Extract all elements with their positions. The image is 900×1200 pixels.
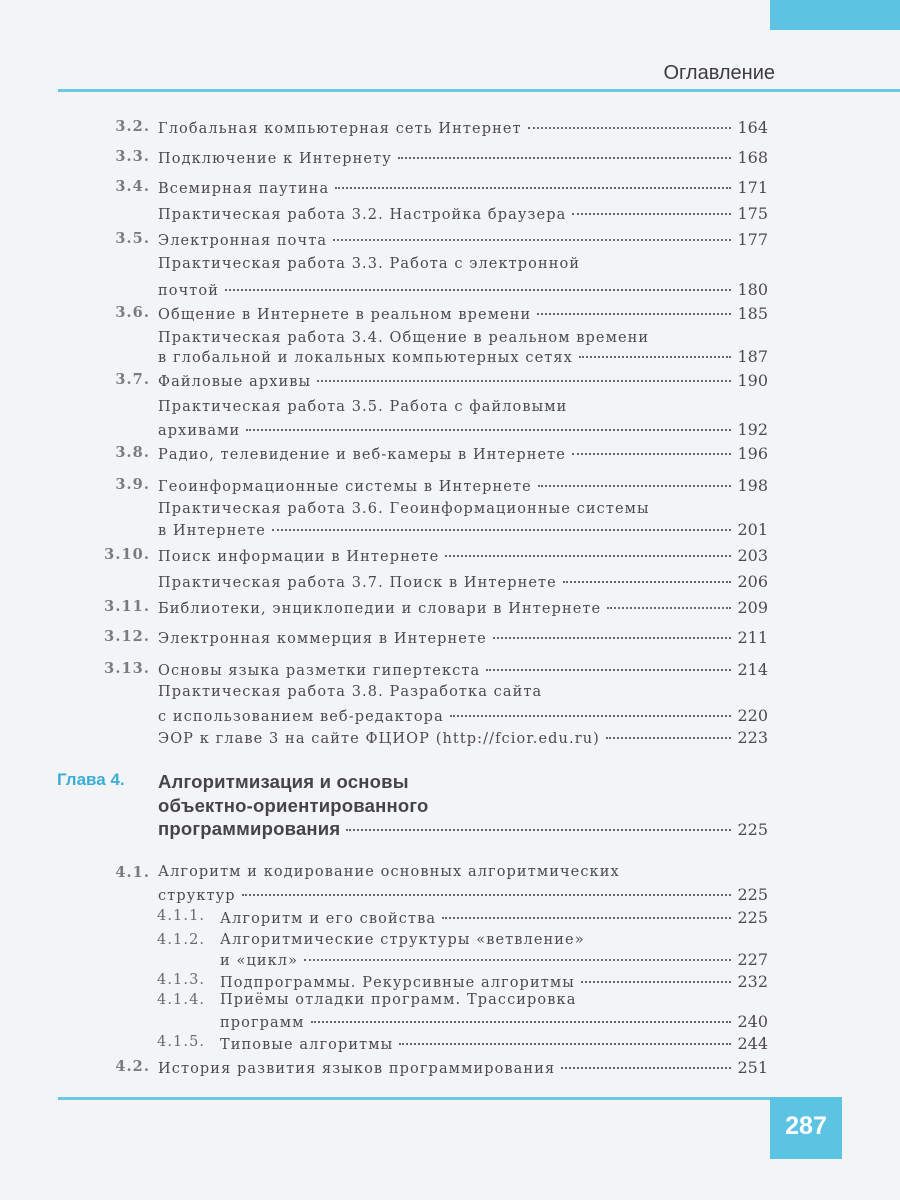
entry-page-number: 164 [737, 118, 768, 137]
toc-entry-line [158, 728, 768, 748]
dot-leader [272, 529, 732, 531]
entry-title: Практическая работа 3.6. Геоинформационные системы [158, 501, 650, 517]
toc-entry-line [220, 1034, 768, 1054]
entry-page-number: 187 [737, 347, 768, 366]
entry-title: Глобальная компьютерная сеть Интернет [158, 121, 522, 137]
toc-entry-line [158, 256, 768, 276]
entry-page-number: 251 [737, 1058, 768, 1077]
toc-entry-line [158, 771, 768, 791]
toc-entry-line [158, 420, 768, 440]
dot-leader [486, 669, 731, 671]
subentry-number: 4.1.2. [157, 932, 206, 948]
entry-title: Всемирная паутина [158, 181, 330, 197]
toc-entry-line [158, 885, 768, 905]
entry-page-number: 225 [737, 885, 768, 904]
toc-entry-line [158, 684, 768, 704]
toc-entry-line [220, 908, 768, 928]
toc-entry-line [158, 178, 768, 198]
toc-entry-line [158, 1058, 768, 1078]
entry-title: Электронная почта [158, 233, 328, 249]
toc-entry-line [158, 476, 768, 496]
entry-title: объектно-ориентированного [158, 795, 429, 816]
dot-leader [538, 485, 732, 487]
entry-title: Алгоритмические структуры «ветвление» [220, 932, 585, 948]
entry-number: 3.9. [115, 476, 150, 493]
entry-page-number: 225 [737, 820, 768, 839]
entry-title: Приёмы отладки программ. Трассировка [220, 992, 577, 1008]
toc-entry-line [220, 1012, 768, 1032]
entry-page-number: 209 [737, 598, 768, 617]
entry-number: 3.6. [115, 304, 150, 321]
dot-leader [346, 829, 731, 831]
dot-leader [442, 917, 731, 919]
toc-entry-line [158, 572, 768, 592]
subentry-number: 4.1.1. [157, 908, 206, 924]
entry-page-number: 171 [737, 178, 768, 197]
chapter-label: Глава 4. [57, 770, 125, 789]
entry-page-number: 192 [737, 420, 768, 439]
entry-number: 3.4. [115, 178, 150, 195]
entry-title: Радио, телевидение и веб-камеры в Интернете [158, 447, 566, 463]
entry-number: 3.10. [104, 546, 150, 563]
entry-page-number: 232 [737, 972, 768, 991]
dot-leader [304, 959, 731, 961]
toc-entry-line [158, 546, 768, 566]
entry-title: программ [220, 1015, 305, 1031]
page-number: 287 [770, 1097, 842, 1159]
entry-title: архивами [158, 423, 241, 439]
toc-entry-line [158, 371, 768, 391]
dot-leader [317, 380, 731, 382]
entry-title: Практическая работа 3.8. Разработка сайта [158, 684, 543, 700]
dot-leader [579, 356, 731, 358]
entry-number: 3.3. [115, 148, 150, 165]
entry-title: в Интернете [158, 523, 266, 539]
entry-title: Практическая работа 3.5. Работа с файловыми [158, 399, 568, 415]
entry-title: Алгоритм и кодирование основных алгоритмических [158, 864, 620, 880]
entry-title: Файловые архивы [158, 374, 312, 390]
toc-entry-line [158, 818, 768, 838]
entry-title: программирования [158, 818, 341, 839]
toc-entry-line [158, 501, 768, 521]
entry-number: 3.13. [104, 660, 150, 677]
entry-number: 3.5. [115, 230, 150, 247]
entry-title: ЭОР к главе 3 на сайте ФЦИОР (http://fcior.edu.ru) [158, 731, 600, 747]
entry-page-number: 203 [737, 546, 768, 565]
dot-leader [246, 429, 731, 431]
entry-number: 3.2. [115, 118, 150, 135]
entry-title: Практическая работа 3.3. Работа с электронной [158, 256, 581, 272]
subentry-number: 4.1.3. [157, 972, 206, 988]
entry-page-number: 214 [737, 660, 768, 679]
entry-page-number: 198 [737, 476, 768, 495]
dot-leader [445, 555, 731, 557]
toc-entry-line [158, 520, 768, 540]
toc-entry-line [158, 304, 768, 324]
dot-leader [333, 239, 731, 241]
entry-title: Алгоритм и его свойства [220, 911, 437, 927]
entry-title: Практическая работа 3.2. Настройка браузера [158, 207, 567, 223]
toc-entry-line [220, 972, 768, 992]
entry-page-number: 180 [737, 280, 768, 299]
entry-title: Алгоритмизация и основы [158, 771, 409, 792]
entry-page-number: 185 [737, 304, 768, 323]
entry-title: Электронная коммерция в Интернете [158, 631, 487, 647]
dot-leader [450, 715, 732, 717]
toc-entry-line [158, 118, 768, 138]
entry-title: Практическая работа 3.4. Общение в реальном времени [158, 330, 650, 346]
entry-title: Типовые алгоритмы [220, 1037, 394, 1053]
dot-leader [606, 737, 732, 739]
toc-entry-line [220, 992, 768, 1012]
toc-entry-line [158, 795, 768, 815]
footer-divider [58, 1097, 770, 1100]
entry-page-number: 244 [737, 1034, 768, 1053]
toc-entry-line [158, 148, 768, 168]
entry-page-number: 225 [737, 908, 768, 927]
dot-leader [563, 581, 732, 583]
toc-entry-line [158, 864, 768, 884]
entry-page-number: 168 [737, 148, 768, 167]
entry-number: 3.7. [115, 371, 150, 388]
entry-title: Основы языка разметки гипертекста [158, 663, 481, 679]
corner-tab [770, 0, 900, 30]
toc-entry-line [158, 598, 768, 618]
dot-leader [493, 637, 732, 639]
entry-title: Подпрограммы. Рекурсивные алгоритмы [220, 975, 575, 991]
entry-page-number: 227 [737, 950, 768, 969]
toc-entry-line [158, 660, 768, 680]
dot-leader [311, 1021, 732, 1023]
entry-title: Практическая работа 3.7. Поиск в Интернете [158, 575, 557, 591]
dot-leader [537, 313, 731, 315]
toc-entry-line [220, 950, 768, 970]
subentry-number: 4.1.4. [157, 992, 206, 1008]
entry-title: Геоинформационные системы в Интернете [158, 479, 532, 495]
entry-title: с использованием веб-редактора [158, 709, 444, 725]
entry-number: 4.2. [115, 1058, 150, 1075]
entry-title: Подключение к Интернету [158, 151, 392, 167]
dot-leader [335, 187, 731, 189]
entry-title: почтой [158, 283, 219, 299]
dot-leader [572, 453, 732, 455]
entry-page-number: 223 [737, 728, 768, 747]
dot-leader [607, 607, 731, 609]
entry-number: 3.12. [104, 628, 150, 645]
toc-entry-line [158, 706, 768, 726]
dot-leader [572, 213, 731, 215]
entry-number: 3.8. [115, 444, 150, 461]
dot-leader [398, 157, 732, 159]
entry-title: в глобальной и локальных компьютерных сетях [158, 350, 573, 366]
entry-title: Общение в Интернете в реальном времени [158, 307, 532, 323]
entry-page-number: 177 [737, 230, 768, 249]
entry-page-number: 206 [737, 572, 768, 591]
entry-page-number: 211 [737, 628, 768, 647]
subentry-number: 4.1.5. [157, 1034, 206, 1050]
entry-title: Поиск информации в Интернете [158, 549, 440, 565]
dot-leader [242, 894, 732, 896]
toc-entry-line [158, 230, 768, 250]
toc-entry-line [158, 399, 768, 419]
entry-page-number: 201 [737, 520, 768, 539]
entry-number: 3.11. [104, 598, 150, 615]
entry-page-number: 175 [737, 204, 768, 223]
toc-entry-line [158, 628, 768, 648]
toc-entry-line [158, 444, 768, 464]
entry-title: История развития языков программирования [158, 1061, 556, 1077]
entry-title: структур [158, 888, 236, 904]
entry-title: Библиотеки, энциклопедии и словари в Интернете [158, 601, 602, 617]
toc-entry-line [158, 347, 768, 367]
dot-leader [399, 1043, 731, 1045]
dot-leader [225, 289, 731, 291]
header-divider [58, 89, 900, 92]
dot-leader [561, 1067, 731, 1069]
entry-page-number: 220 [737, 706, 768, 725]
dot-leader [528, 127, 732, 129]
toc-entry-line [220, 932, 768, 952]
toc-entry-line [158, 280, 768, 300]
toc-entry-line [158, 204, 768, 224]
entry-title: и «цикл» [220, 953, 299, 969]
dot-leader [581, 981, 732, 983]
entry-page-number: 240 [737, 1012, 768, 1031]
page-header-title: Оглавление [663, 62, 775, 84]
entry-number: 4.1. [115, 864, 150, 881]
entry-page-number: 196 [737, 444, 768, 463]
entry-page-number: 190 [737, 371, 768, 390]
